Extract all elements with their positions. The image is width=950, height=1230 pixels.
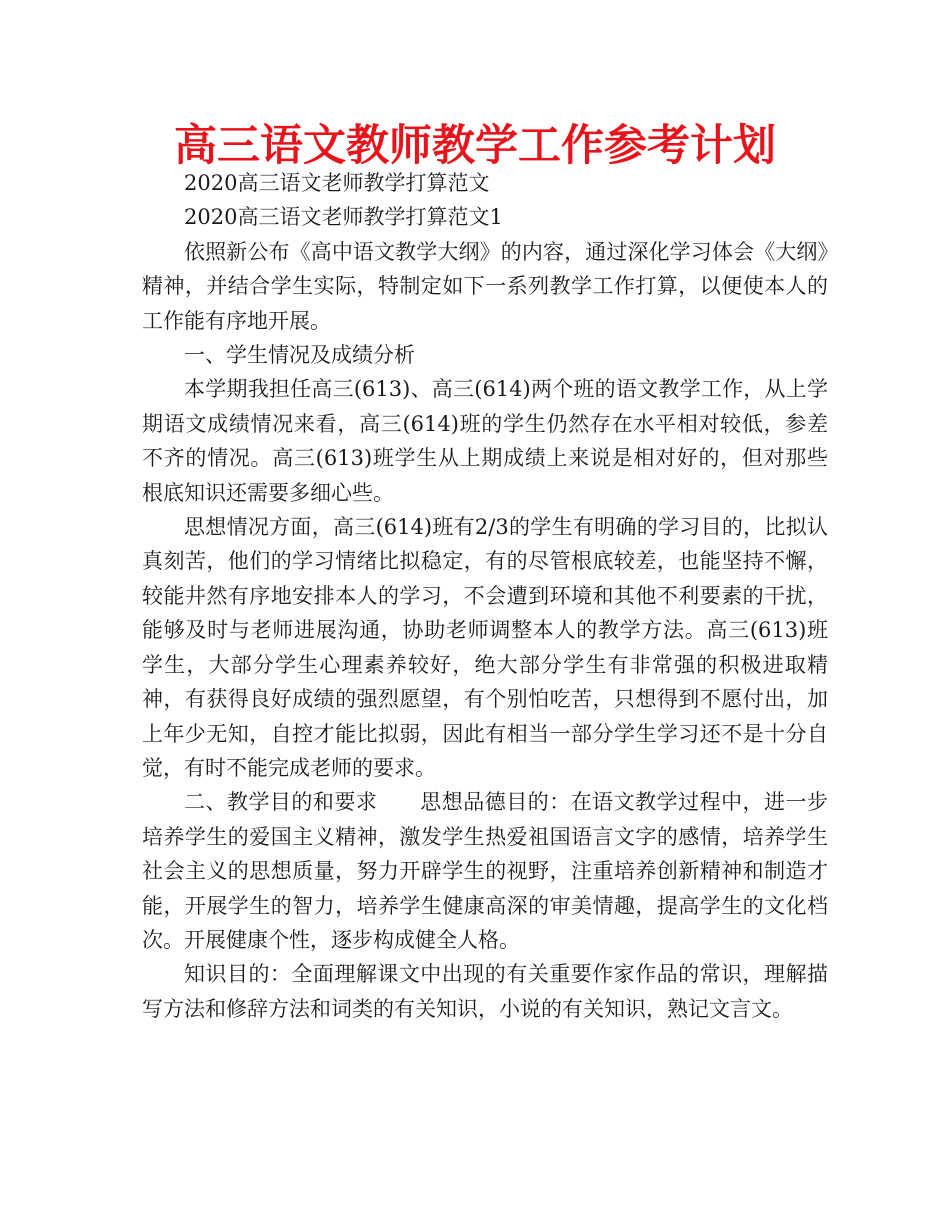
body-paragraph: 知识目的：全面理解课文中出现的有关重要作家作品的常识，理解描写方法和修辞方法和词类的有关知识，小说的有关知识，熟记文言文。 bbox=[142, 962, 828, 1021]
section-heading: 一、学生情况及成绩分析 bbox=[184, 343, 415, 368]
body-paragraph: 思想情况方面，高三(614)班有2/3的学生有明确的学习目的，比拟认真刻苦，他们的学习情绪比拟稳定，有的尽管根底较差，也能坚持不懈，较能井然有序地安排本人的学习，不会遭到环境和其他不利要素的干扰，能够及时与老师进展沟通，协助老师调整本人的教学方法。高三(613)班学生，大部分学生心理素养较好，绝大部分学生有非常强的积极进取精神，有获得良好成绩的强烈愿望，有个别怕吃苦，只想得到不愿付出，加上年少无知，自控才能比拟弱，因此有相当一部分学生学习还不是十分自觉，有时不能完成老师的要求。 bbox=[142, 515, 828, 780]
subtitle-line: 2020高三语文老师教学打算范文1 bbox=[184, 205, 503, 230]
body-paragraph: 本学期我担任高三(613)、高三(614)两个班的语文教学工作，从上学期语文成绩情况来看，高三(614)班的学生仍然存在水平相对较低，参差不齐的情况。高三(613)班学生从上期成绩上来说是相对好的，但对那些根底知识还需要多细心些。 bbox=[142, 377, 828, 505]
body-paragraph: 依照新公布《高中语文教学大纲》的内容，通过深化学习体会《大纲》精神，并结合学生实际，特制定如下一系列教学工作打算，以便使本人的工作能有序地开展。 bbox=[142, 239, 828, 333]
document-body bbox=[142, 166, 828, 1026]
document-title: 高三语文教师教学工作参考计划 bbox=[174, 121, 776, 171]
body-paragraph: 二、教学目的和要求 思想品德目的：在语文教学过程中，进一步培养学生的爱国主义精神，激发学生热爱祖国语言文字的感情，培养学生社会主义的思想质量，努力开辟学生的视野，注重培养创新精神和制造才能，开展学生的智力，培养学生健康高深的审美情趣，提高学生的文化档次。开展健康个性，逐步构成健全人格。 bbox=[142, 790, 828, 952]
subtitle-line: 2020高三语文老师教学打算范文 bbox=[184, 171, 490, 195]
